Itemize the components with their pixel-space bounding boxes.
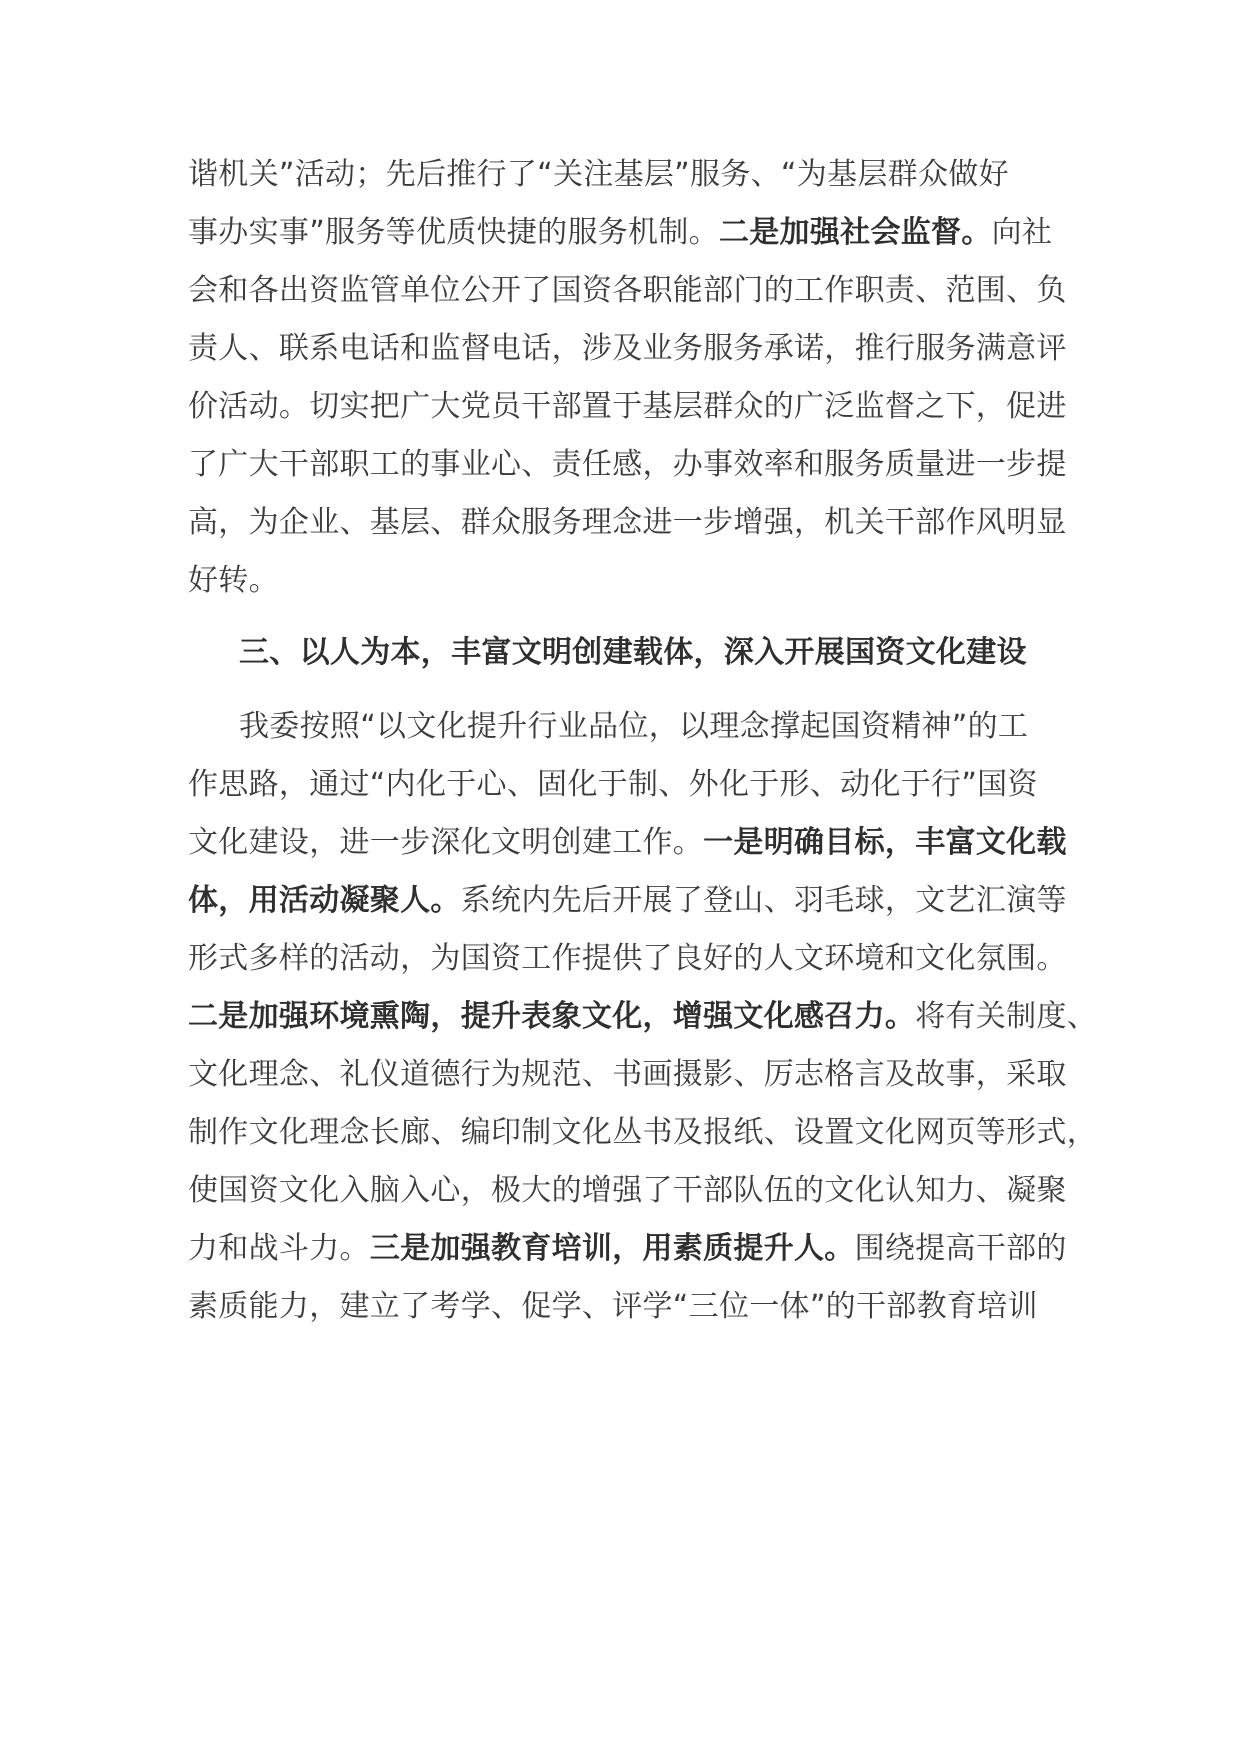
section-heading (239, 628, 1139, 678)
body-text-line (239, 702, 1139, 752)
body-text-line (188, 382, 1088, 432)
text-run: 系统内先后开展了登山、羽毛球，文艺汇演等 (460, 883, 1067, 918)
body-text-line (188, 266, 1088, 316)
body-text-line (188, 498, 1088, 548)
body-text-line (188, 1166, 1088, 1216)
body-text-line (188, 1282, 1088, 1332)
bold-lead-phrase: 二是加强环境熏陶，提升表象文化，增强文化感召力。 (188, 999, 916, 1034)
bold-lead-phrase: 一是明确目标，丰富文化载 (703, 825, 1067, 860)
body-text-line (188, 1050, 1088, 1100)
text-run: 事办实事”服务等优质快捷的服务机制。 (188, 215, 719, 250)
body-text-line (188, 876, 1088, 926)
bold-lead-phrase: 二是加强社会监督。 (718, 215, 992, 250)
text-run: 形式多样的活动，为国资工作提供了良好的人文环境和文化氛围。 (188, 941, 1067, 976)
text-run: 会和各出资监管单位公开了国资各职能部门的工作职责、范围、负 (188, 273, 1067, 308)
text-run: 素质能力，建立了考学、促学、评学“三位一体”的干部教育培训 (188, 1289, 1038, 1324)
text-run: 责人、联系电话和监督电话，涉及业务服务承诺，推行服务满意评 (188, 331, 1067, 366)
body-text-line (188, 992, 1098, 1042)
text-run: 文化建设，进一步深化文明创建工作。 (188, 825, 704, 860)
text-run: 作思路，通过“内化于心、固化于制、外化于形、动化于行”国资 (188, 767, 1038, 802)
text-run: 谐机关”活动；先后推行了“关注基层”服务、“为基层群众做好 (188, 157, 1009, 192)
body-text-line (188, 818, 1088, 868)
text-run: 制作文化理念长廊、编印制文化丛书及报纸、设置文化网页等形式， (188, 1115, 1097, 1150)
body-text-line (188, 1108, 1097, 1158)
bold-lead-phrase: 体，用活动凝聚人。 (188, 883, 461, 918)
text-run: 价活动。切实把广大党员干部置于基层群众的广泛监督之下，促进 (188, 389, 1067, 424)
section-heading-text: 三、以人为本，丰富文明创建载体，深入开展国资文化建设 (239, 635, 1027, 670)
body-text-line (188, 150, 1088, 200)
text-run: 文化理念、礼仪道德行为规范、书画摄影、厉志格言及故事，采取 (188, 1057, 1067, 1092)
body-text-line (188, 760, 1088, 810)
text-run: 力和战斗力。 (188, 1231, 370, 1266)
bold-lead-phrase: 三是加强教育培训，用素质提升人。 (369, 1231, 855, 1266)
body-text-line (188, 1224, 1088, 1274)
body-text-line (188, 556, 1088, 606)
text-run: 我委按照“以文化提升行业品位，以理念撑起国资精神”的工 (239, 709, 1029, 744)
text-run: 使国资文化入脑入心，极大的增强了干部队伍的文化认知力、凝聚 (188, 1173, 1067, 1208)
body-text-line (188, 208, 1088, 258)
text-run: 好转。 (188, 563, 279, 598)
body-text-line (188, 324, 1088, 374)
body-text-line (188, 934, 1088, 984)
text-run: 围绕提高干部的 (854, 1231, 1067, 1266)
body-text-line (188, 440, 1088, 490)
text-run: 了广大干部职工的事业心、责任感，办事效率和服务质量进一步提 (188, 447, 1067, 482)
text-run: 高，为企业、基层、群众服务理念进一步增强，机关干部作风明显 (188, 505, 1067, 540)
text-run: 向社 (991, 215, 1053, 250)
text-run: 将有关制度、 (915, 999, 1098, 1034)
